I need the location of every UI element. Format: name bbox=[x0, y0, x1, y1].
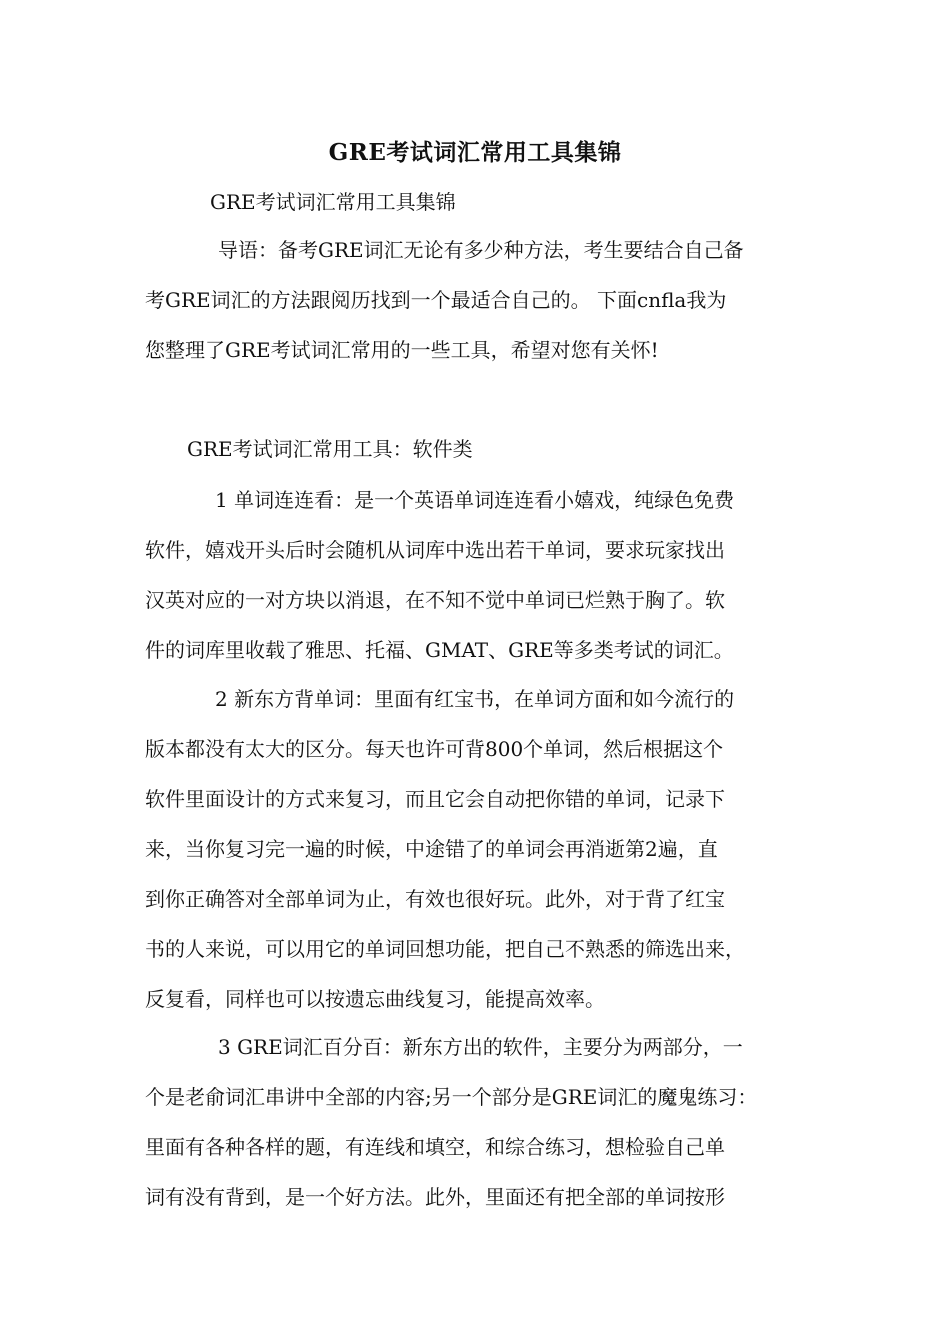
document-title: GRE考试词汇常用工具集锦 bbox=[328, 139, 622, 166]
item-2-line: 书的人来说，可以用它的单词回想功能，把自己不熟悉的筛选出来， bbox=[145, 937, 745, 961]
item-1-line: 软件，嬉戏开头后时会随机从词库中选出若干单词，要求玩家找出 bbox=[145, 538, 725, 562]
document-subtitle: GRE考试词汇常用工具集锦 bbox=[210, 190, 456, 214]
intro-paragraph bbox=[145, 225, 813, 375]
item-2-line: 软件里面设计的方式来复习，而且它会自动把你错的单词，记录下 bbox=[145, 787, 725, 811]
intro-line: 您整理了GRE考试词汇常用的一些工具，希望对您有关怀! bbox=[145, 338, 659, 362]
item-2-line: 来，当你复习完一遍的时候，中途错了的单词会再消逝第2遍，直 bbox=[145, 837, 718, 861]
item-1-line: 件的词库里收载了雅思、托福、GMAT、GRE等多类考试的词汇。 bbox=[145, 638, 734, 662]
item-3-line: 个是老俞词汇串讲中全部的内容;另一个部分是GRE词汇的魔鬼练习： bbox=[145, 1085, 758, 1109]
item-1-line: 汉英对应的一对方块以消退，在不知不觉中单词已烂熟于胸了。软 bbox=[145, 588, 725, 612]
item-2-line: 反复看，同样也可以按遗忘曲线复习，能提高效率。 bbox=[145, 987, 605, 1011]
item-2-line: 到你正确答对全部单词为止，有效也很好玩。此外，对于背了红宝 bbox=[145, 887, 725, 911]
item-3-paragraph bbox=[145, 1022, 813, 1222]
item-2-line: 版本都没有太大的区分。每天也许可背800个单词，然后根据这个 bbox=[145, 737, 724, 761]
item-3-line: 里面有各种各样的题，有连线和填空，和综合练习，想检验自己单 bbox=[145, 1135, 725, 1159]
item-3-line: 3 GRE词汇百分百：新东方出的软件，主要分为两部分，一 bbox=[218, 1035, 743, 1059]
item-3-line: 词有没有背到，是一个好方法。此外，里面还有把全部的单词按形 bbox=[145, 1185, 725, 1209]
item-2-line: 2 新东方背单词：里面有红宝书，在单词方面和如今流行的 bbox=[215, 687, 735, 711]
item-2-paragraph bbox=[145, 674, 813, 1024]
item-1-paragraph bbox=[145, 475, 813, 675]
intro-line: 导语：备考GRE词汇无论有多少种方法，考生要结合自己备 bbox=[218, 238, 744, 262]
section-heading: GRE考试词汇常用工具：软件类 bbox=[187, 437, 473, 461]
intro-line: 考GRE词汇的方法跟阅历找到一个最适合自己的。 下面cnfla我为 bbox=[145, 288, 727, 312]
item-1-line: 1 单词连连看：是一个英语单词连连看小嬉戏，纯绿色免费 bbox=[215, 488, 735, 512]
